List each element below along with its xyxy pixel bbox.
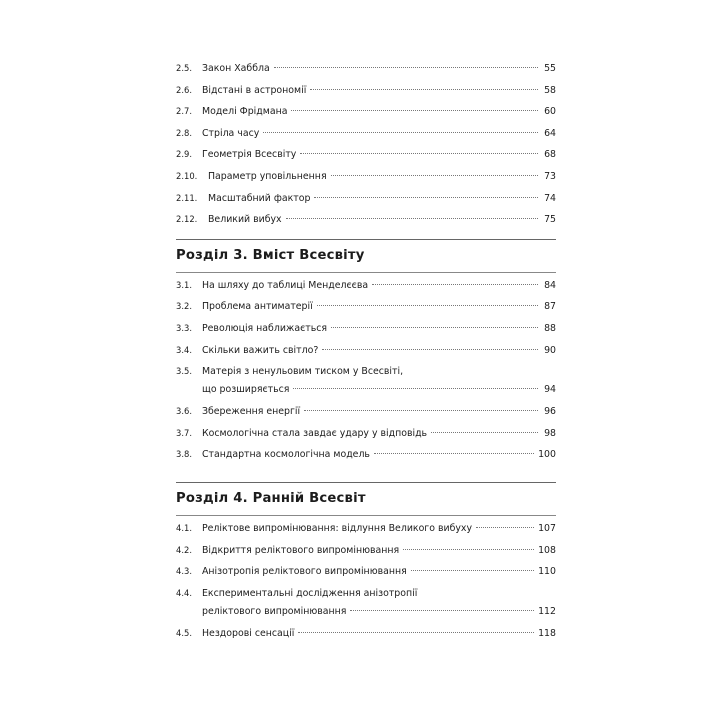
entry-page-number: 75	[544, 214, 556, 226]
toc-entry[interactable]	[176, 62, 556, 84]
entry-page-number: 74	[544, 192, 556, 204]
dot-leader	[300, 153, 538, 154]
dot-leader	[298, 632, 534, 633]
entry-number: 3.3.	[176, 322, 192, 333]
entry-title: Великий вибух	[208, 214, 282, 226]
entry-title-line-2: що розширяється	[202, 384, 290, 396]
chapter-3-entries	[176, 279, 556, 470]
entry-number: 2.5.	[176, 63, 192, 73]
entry-page-number: 112	[538, 605, 556, 617]
entry-page-number: 107	[538, 522, 556, 534]
dot-leader	[274, 67, 538, 68]
dot-leader	[304, 410, 538, 411]
entry-page-number: 60	[544, 106, 556, 118]
entry-page-number: 55	[544, 63, 556, 74]
entry-page-number: 110	[538, 566, 556, 578]
entry-number: 4.3.	[176, 566, 192, 577]
toc-entry[interactable]	[176, 448, 556, 470]
entry-number: 2.8.	[176, 127, 192, 138]
dot-leader	[291, 110, 538, 111]
entry-title: Геометрія Всесвіту	[202, 149, 297, 161]
entry-title: Проблема антиматерії	[202, 301, 313, 313]
entry-title: Збереження енергії	[202, 406, 301, 418]
dot-leader	[374, 453, 534, 454]
table-of-contents	[176, 62, 556, 648]
entry-title-line-2: реліктового випромінювання	[202, 605, 347, 617]
entry-number: 2.10.	[176, 170, 198, 181]
chapter-divider	[176, 515, 556, 516]
entry-number: 3.8.	[176, 449, 192, 460]
toc-entry[interactable]	[176, 192, 556, 214]
entry-title: Стандартна космологічна модель	[202, 449, 370, 461]
dot-leader	[317, 305, 538, 306]
toc-entry[interactable]	[176, 148, 556, 170]
toc-entry[interactable]	[176, 344, 556, 366]
toc-entry[interactable]	[176, 365, 556, 405]
entry-number: 2.7.	[176, 106, 192, 117]
toc-entry[interactable]	[176, 322, 556, 344]
entry-page-number: 84	[544, 279, 556, 291]
dot-leader	[314, 197, 538, 198]
toc-entry[interactable]	[176, 105, 556, 127]
dot-leader	[293, 388, 538, 389]
entry-title: Моделі Фрідмана	[202, 106, 288, 118]
entry-page-number: 96	[544, 406, 556, 418]
toc-entry[interactable]	[176, 213, 556, 235]
entry-number: 3.1.	[176, 279, 192, 290]
entry-page-number: 108	[538, 544, 556, 556]
entry-number: 2.12.	[176, 214, 198, 225]
dot-leader	[403, 549, 534, 550]
entry-number: 2.6.	[176, 84, 192, 95]
dot-leader	[431, 432, 538, 433]
entry-title-line-1: Експериментальні дослідження анізотропії	[202, 587, 418, 599]
entry-page-number: 100	[538, 449, 556, 461]
entry-title: Реліктове випромінювання: відлуння Великого вибуху	[202, 522, 472, 534]
entry-title: На шляху до таблиці Менделєєва	[202, 279, 369, 291]
entry-number: 4.2.	[176, 544, 192, 555]
entry-number: 4.4.	[176, 587, 192, 598]
entry-number: 2.11.	[176, 192, 198, 203]
toc-entry[interactable]	[176, 522, 556, 544]
entry-page-number: 73	[544, 170, 556, 182]
dot-leader	[331, 327, 538, 328]
entry-number: 3.5.	[176, 366, 192, 377]
entry-page-number: 98	[544, 427, 556, 439]
entry-title: Стріла часу	[202, 127, 260, 139]
dot-leader	[372, 284, 538, 285]
entry-page-number: 90	[544, 344, 556, 356]
dot-leader	[263, 132, 538, 133]
entry-title: Анізотропія реліктового випромінювання	[202, 566, 407, 578]
chapter-3-title[interactable]: Розділ 3. Вміст Всесвіту	[176, 247, 365, 263]
entry-page-number: 58	[544, 84, 556, 96]
toc-entry[interactable]	[176, 565, 556, 587]
entry-title: Відстані в астрономії	[202, 84, 307, 96]
chapter-4-entries	[176, 522, 556, 648]
entry-title-line-1: Матерія з ненульовим тиском у Всесвіті,	[202, 366, 404, 378]
dot-leader	[310, 89, 538, 90]
entry-page-number: 87	[544, 301, 556, 313]
entry-number: 3.2.	[176, 301, 192, 312]
entry-title: Параметр уповільнення	[208, 170, 327, 182]
dot-leader	[331, 175, 538, 176]
entry-title: Революція наближається	[202, 322, 328, 334]
toc-entry[interactable]	[176, 427, 556, 449]
toc-entry[interactable]	[176, 405, 556, 427]
entry-title: Відкриття реліктового випромінювання	[202, 544, 400, 556]
toc-entry[interactable]	[176, 300, 556, 322]
entry-page-number: 68	[544, 149, 556, 161]
entry-number: 3.4.	[176, 344, 192, 355]
section-2-entries	[176, 62, 556, 235]
entry-title: Скільки важить світло?	[202, 344, 319, 356]
entry-title: Масштабний фактор	[208, 192, 311, 204]
entry-title: Закон Хаббла	[202, 63, 270, 74]
entry-number: 4.1.	[176, 522, 192, 533]
dot-leader	[286, 218, 538, 219]
entry-page-number: 88	[544, 322, 556, 334]
toc-entry[interactable]	[176, 544, 556, 566]
dot-leader	[350, 610, 534, 611]
toc-entry[interactable]	[176, 84, 556, 106]
dot-leader	[476, 527, 534, 528]
chapter-4-title[interactable]: Розділ 4. Ранній Всесвіт	[176, 490, 366, 506]
entry-title: Нездорові сенсації	[202, 627, 295, 639]
entry-number: 4.5.	[176, 627, 192, 638]
entry-page-number: 64	[544, 127, 556, 139]
entry-number: 3.6.	[176, 406, 192, 417]
entry-page-number: 94	[544, 384, 556, 396]
toc-entry[interactable]	[176, 127, 556, 149]
entry-title: Космологічна стала завдає удару у відповідь	[202, 427, 428, 439]
toc-entry[interactable]	[176, 279, 556, 301]
dot-leader	[322, 349, 538, 350]
toc-entry[interactable]	[176, 170, 556, 192]
entry-page-number: 118	[538, 627, 556, 639]
toc-entry[interactable]	[176, 587, 556, 627]
dot-leader	[411, 570, 534, 571]
chapter-divider	[176, 272, 556, 273]
entry-number: 2.9.	[176, 149, 192, 160]
entry-number: 3.7.	[176, 427, 192, 438]
toc-entry[interactable]	[176, 627, 556, 649]
